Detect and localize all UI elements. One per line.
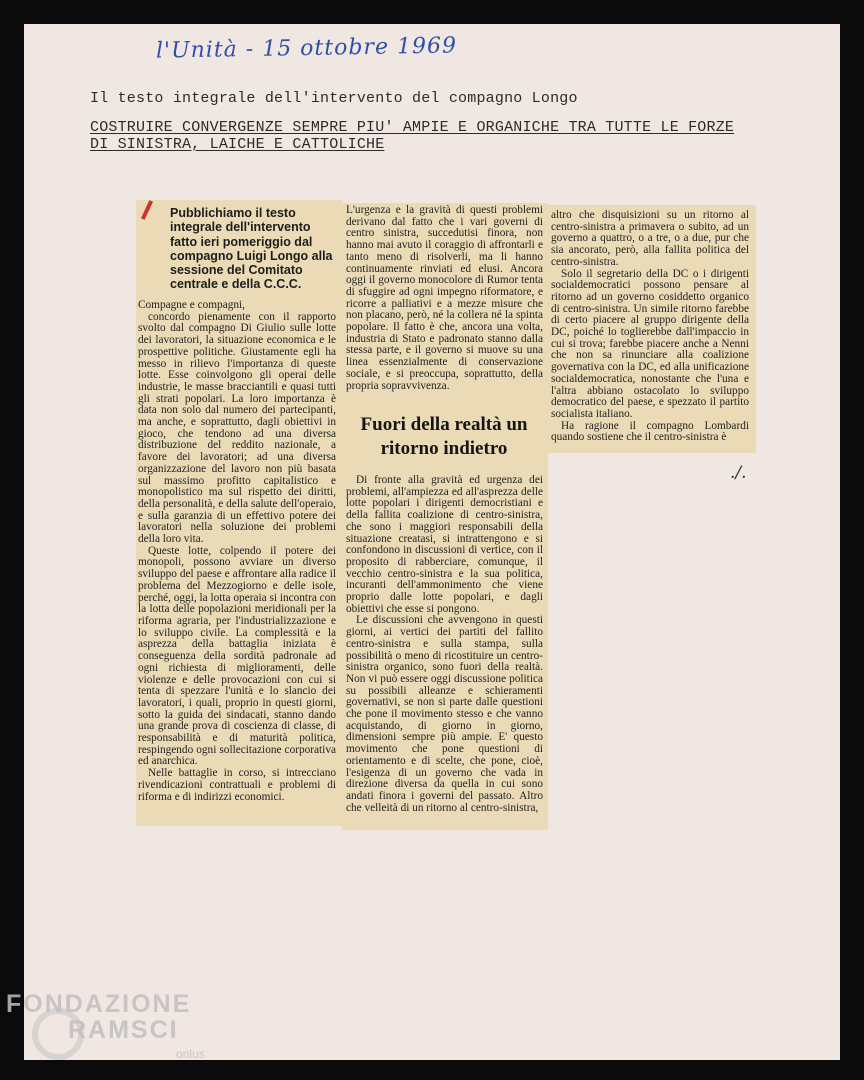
watermark-line3: onlus: [176, 1047, 205, 1061]
typed-headline-line2: DI SINISTRA, LAICHE E CATTOLICHE: [90, 136, 385, 153]
article-column-1: [138, 300, 336, 803]
article-column-2-bottom: [346, 475, 543, 814]
col1-paragraph-3: Nelle battaglie in corso, si intrecciano rivendicazioni contrattuali e problemi di riforma e di indirizzi economici.: [138, 767, 336, 803]
col2-bottom-paragraph-1: Le discussioni che avvengono in questi giorni, ai vertici dei partiti del fallito centro-sinistra e sulla stampa, sulla possibilità o meno di ricostituire un centro-sinistra organico, sono fuori della realtà. Non vi può essere oggi discussione politica su possibili alleanze e schieramenti governativi, se non si parte dalle questioni che pone il movimento stesso e che vanno acquistando, di giorno in giorno, dimensioni sempre più ampie. E' questo movimento che pone questioni di orientamento e di scelte, che pone, cioè, l'esigenza di un governo che vada in direzione diversa da quella in cui sono andati finora i governi del passato. Altro che velleità di un ritorno al centro-sinistra,: [346, 614, 543, 814]
col3-paragraph-0: altro che disquisizioni su un ritorno al centro-sinistra a primavera o subito, ad un governo a quattro, o a tre, o a due, pur che sia ancorato, però, alla fallita politica del centro-sinistra.: [551, 209, 749, 268]
col1-paragraph-2: Queste lotte, colpendo il potere dei monopoli, possono avviare un diverso sviluppo del paese e affrontare alla radice il problema del Mezzogiorno e delle isole, perché, oggi, la lotta operaia si incontra con la lotta delle popolazioni meridionali per la riforma agraria, per l'industrializzazione e lo sviluppo civile. La complessità e la asprezza della battaglia iniziata è conseguenza della sordità padronale ad ogni richiesta di miglioramenti, delle violenze e delle provocazioni con cui si tenta di spezzare l'unità e lo slancio dei lavoratori, i quali, proprio in questi giorni, sotto la guida dei sindacati, stanno dando una grande prova di coscienza di classe, di responsabilità e di maturità politica, respingendo ogni sollecitazione corporativa ed anarchica.: [138, 544, 336, 768]
watermark-line1: FONDAZIONE: [6, 990, 192, 1018]
typed-intro-line: Il testo integrale dell'intervento del compagno Longo: [90, 90, 578, 107]
article-column-2-top: [346, 205, 543, 392]
article-column-3: [551, 210, 749, 444]
col1-paragraph-1: concordo pienamente con il rapporto svolto dal compagno Di Giulio sulle lotte dei lavoratori, la situazione economica e le prospettive politiche. Giustamente egli ha messo in rilievo l'importanza di queste lotte. Esse coinvolgono gli operai delle industrie, le masse bracciantili e quasi tutti gli strati popolari. La loro importanza è data non solo dal numero dei partecipanti, ma anche, e soprattutto, dagli obiettivi in gioco, che tendono ad una diversa distribuzione del reddito nazionale, a favore dei lavoratori; ad una diversa organizzazione del lavoro non più basata sul massimo profitto capitalistico e monopolistico ma sul rispetto dei diritti, della personalità, e della salute dell'operaio, e sulla garanzia di un effettivo potere dei lavoratori nella soluzione dei problemi della loro vita.: [138, 310, 336, 546]
col2-top-paragraph: L'urgenza e la gravità di questi problemi derivano dal fatto che i vari governi di centro sinistra, succedutisi finora, non hanno mai avuto il coraggio di affrontarli e tanto meno di risolverli, ma li hanno continuamente rinviati ed elusi. Ancora oggi il governo monocolore di Rumor tenta di sfuggire ad ogni impegno riformatore, e ricorre a palliativi e a mezze misure che non placano, però, né la collera né la spinta popolare. Il fatto è che, ancora una volta, industria di Stato e padronato stanno dalla stessa parte, e il governo si muove su una linea essenzialmente di conservazione sociale, e si preoccupa, soprattutto, della propria sopravvivenza.: [346, 204, 543, 392]
col2-bottom-paragraph-0: Di fronte alla gravità ed urgenza dei problemi, all'ampiezza ed all'asprezza delle lotte popolari i dirigenti democristiani e della fallita coalizione di centro-sinistra, che sono i maggiori responsabili della situazione creatasi, si intrattengono e si confondono in discussioni di vertice, con il proposito di rabberciare, comunque, il vecchio centro-sinistra e la sua politica, incuranti dell'ammonimento che viene proprio dalle lotte popolari, e dagli obiettivi che esse si pongono.: [346, 474, 543, 615]
col3-paragraph-1: Solo il segretario della DC o i dirigenti socialdemocratici possono pensare al ritorno ad un governo cosiddetto organico di centro-sinistra. Un simile ritorno farebbe di certo piacere al gruppo dirigente della DC, poiché lo toglierebbe dall'impaccio in cui si trova; farebbe piacere anche a Nenni che non sa rinunciare alla coalizione governativa con la DC, ed alla unificazione socialdemocratica, nonostante che l'una e l'altra abbiano ostacolato lo sviluppo democratico del paese, e spezzato il partito socialista italiano.: [551, 267, 749, 420]
watermark-line2: RAMSCI: [68, 1016, 179, 1044]
typed-headline-line1: COSTRUIRE CONVERGENZE SEMPRE PIU' AMPIE E ORGANICHE TRA TUTTE LE FORZE: [90, 119, 735, 136]
col3-paragraph-2: Ha ragione il compagno Lombardi quando sostiene che il centro-sinistra è: [551, 419, 749, 444]
handwritten-date-note: l'Unità - 15 ottobre 1969: [155, 33, 458, 64]
col1-paragraph-0: Compagne e compagni,: [138, 299, 245, 311]
continuation-mark: ./.: [730, 463, 747, 483]
article-subheading: Fuori della realtà un ritorno indietro: [360, 414, 528, 459]
article-lead: Pubblichiamo il testo integrale dell'intervento fatto ieri pomeriggio dal compagno Luigi Longo alla sessione del Comitato centrale e della C.C.C.: [170, 206, 333, 292]
